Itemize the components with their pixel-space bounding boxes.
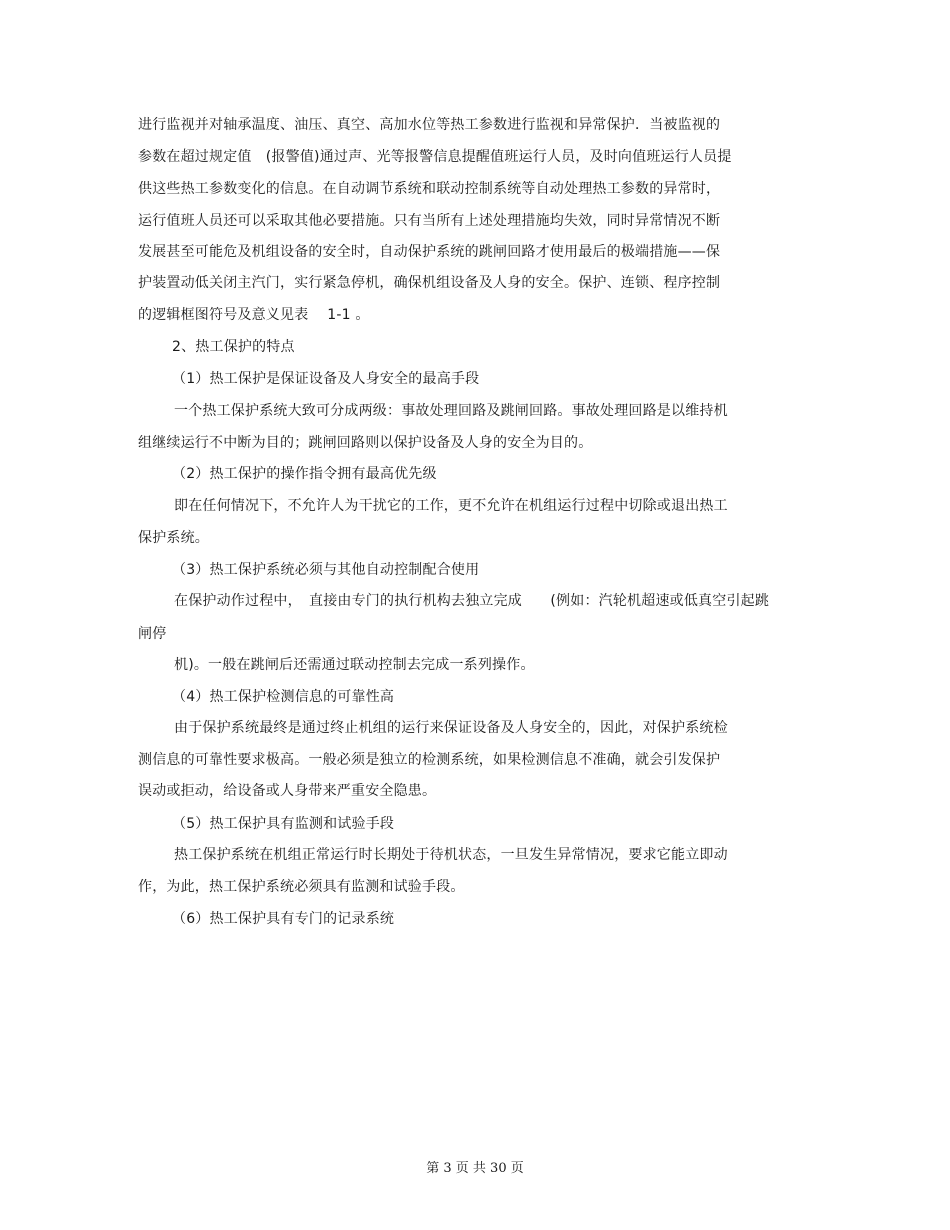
page-number-footer: 第 3 页 共 30 页 <box>426 1161 524 1176</box>
paragraph-line: 供这些热工参数变化的信息。在自动调节系统和联动控制系统等自动处理热工参数的异常时， <box>138 181 721 197</box>
paragraph-line: 参数在超过规定值 (报警值)通过声、光等报警信息提醒值班运行人员，及时向值班运行人员提 <box>138 149 732 165</box>
subsection-heading: （5）热工保护具有监测和试验手段 <box>172 816 395 832</box>
paragraph-line: 一个热工保护系统大致可分成两级：事故处理回路及跳闸回路。事故处理回路是以维持机 <box>174 403 728 419</box>
paragraph-line: 机)。一般在跳闸后还需通过联动控制去完成一系列操作。 <box>174 657 535 673</box>
section-heading: 2、热工保护的特点 <box>172 339 295 355</box>
subsection-heading: （4）热工保护检测信息的可靠性高 <box>172 689 395 705</box>
paragraph-line: 作，为此，热工保护系统必须具有监测和试验手段。 <box>138 879 465 895</box>
paragraph-line: 的逻辑框图符号及意义见表 1-1 。 <box>138 307 370 323</box>
paragraph-line: 组继续运行不中断为目的；跳闸回路则以保护设备及人身的安全为目的。 <box>138 435 593 451</box>
subsection-heading: （1）热工保护是保证设备及人身安全的最高手段 <box>172 371 480 387</box>
paragraph-line: 护装置动低关闭主汽门，实行紧急停机，确保机组设备及人身的安全。保护、连锁、程序控制 <box>138 275 721 291</box>
paragraph-line: 热工保护系统在机组正常运行时长期处于待机状态，一旦发生异常情况，要求它能立即动 <box>174 847 728 863</box>
paragraph-line: 即在任何情况下，不允许人为干扰它的工作，更不允许在机组运行过程中切除或退出热工 <box>174 498 728 514</box>
subsection-heading: （2）热工保护的操作指令拥有最高优先级 <box>172 466 437 482</box>
paragraph-line: 闸停 <box>138 626 167 642</box>
paragraph-line: 进行监视并对轴承温度、油压、真空、高加水位等热工参数进行监视和异常保护．当被监视的 <box>138 117 721 133</box>
paragraph-line: 误动或拒动，给设备或人身带来严重安全隐患。 <box>138 783 437 799</box>
paragraph-line: 在保护动作过程中， 直接由专门的执行机构去独立完成 (例如：汽轮机超速或低真空引起跳 <box>174 593 770 609</box>
subsection-heading: （6）热工保护具有专门的记录系统 <box>172 911 395 927</box>
paragraph-line: 保护系统。 <box>138 530 209 546</box>
paragraph-line: 运行值班人员还可以采取其他必要措施。只有当所有上述处理措施均失效，同时异常情况不断 <box>138 213 721 229</box>
paragraph-line: 发展甚至可能危及机组设备的安全时，自动保护系统的跳闸回路才使用最后的极端措施——保 <box>138 244 721 260</box>
paragraph-line: 测信息的可靠性要求极高。一般必须是独立的检测系统，如果检测信息不准确，就会引发保护 <box>138 752 721 768</box>
subsection-heading: （3）热工保护系统必须与其他自动控制配合使用 <box>172 562 480 578</box>
paragraph-line: 由于保护系统最终是通过终止机组的运行来保证设备及人身安全的，因此，对保护系统检 <box>174 720 728 736</box>
